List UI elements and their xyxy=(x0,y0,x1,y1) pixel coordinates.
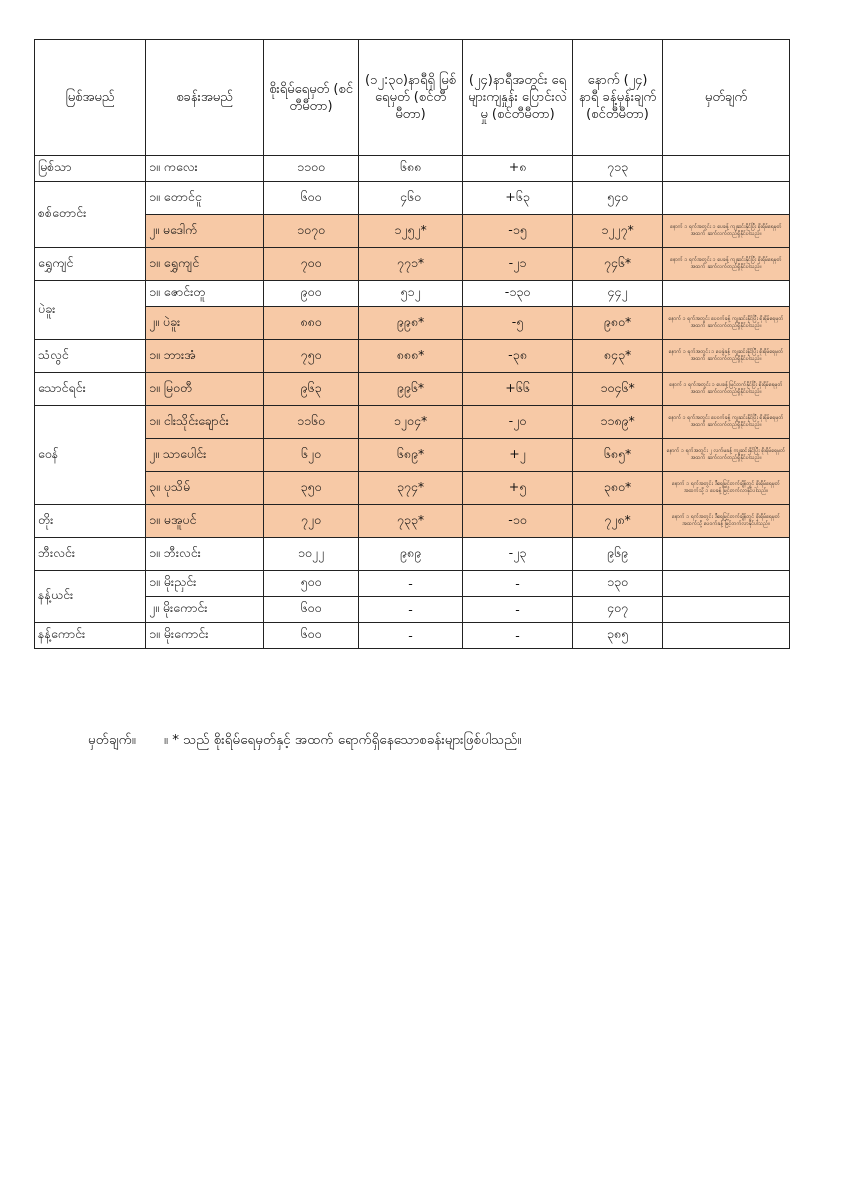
forecast-level: ၃၈၅ xyxy=(573,623,663,649)
station-name: ၂။ မဒေါက် xyxy=(146,215,264,248)
table-row xyxy=(35,439,790,472)
table-row xyxy=(35,248,790,281)
current-level: ၈၈၈* xyxy=(359,340,463,373)
table-row xyxy=(35,571,790,597)
danger-level: ၁၀၂၂ xyxy=(264,538,359,571)
current-level: - xyxy=(359,571,463,597)
station-name: ၁။ ကလေး xyxy=(146,156,264,182)
water-level-table xyxy=(34,39,790,649)
station-name: ၁။ ရွှေကျင် xyxy=(146,248,264,281)
current-level: - xyxy=(359,623,463,649)
remark: နောက် ၁ ရက်အတွင်း ၁ ပေခန့် ကျဆင်းနိုင်ပြီး စိုးရိမ်ရေမှတ်အထက် ဆက်လက်တည်ရှိနိုင်ပါသည်။ xyxy=(663,248,790,281)
forecast-level: ၁၀၄၆* xyxy=(573,373,663,406)
header-current-level: (၁၂:၃၀)နာရီရှိ မြစ်ရေမှတ် (စင်တီမီတာ) xyxy=(359,40,463,156)
danger-level: ၆၀၀ xyxy=(264,182,359,215)
current-level: ၄၆၀ xyxy=(359,182,463,215)
current-level: ၃၇၄* xyxy=(359,472,463,505)
remark: နောက် ၁ ရက်အတွင်း ၁ ပေခွဲခန့် ကျဆင်းနိုင်ပြီး စိုးရိမ်ရေမှတ်အထက် ဆက်လက်တည်ရှိနိုင်ပါသည်။ xyxy=(663,340,790,373)
forecast-level: ၁၃၀ xyxy=(573,571,663,597)
table-row xyxy=(35,623,790,649)
danger-level: ၅၀၀ xyxy=(264,571,359,597)
level-change: +၅ xyxy=(463,472,573,505)
remark: နောက် ၁ ရက်အတွင်း ၂ လက်မခန့် ကျဆင်းနိုင်ပြီး စိုးရိမ်ရေမှတ်အထက် ဆက်လက်တည်ရှိနိုင်ပါသည်။ xyxy=(663,439,790,472)
table-row xyxy=(35,597,790,623)
level-change: -၂၃ xyxy=(463,538,573,571)
level-change: -၅ xyxy=(463,307,573,340)
forecast-level: ၄၄၂ xyxy=(573,281,663,307)
river-name: သံလွင် xyxy=(35,340,146,373)
danger-level: ၁၁၀၀ xyxy=(264,156,359,182)
current-level: ၆၈၉* xyxy=(359,439,463,472)
station-name: ၁။ မအူပင် xyxy=(146,505,264,538)
danger-level: ၉၆၃ xyxy=(264,373,359,406)
forecast-level: ၆၈၅* xyxy=(573,439,663,472)
level-change: -၃၈ xyxy=(463,340,573,373)
river-name: မြစ်သာ xyxy=(35,156,146,182)
station-name: ၁။ ဘီးလင်း xyxy=(146,538,264,571)
station-name: ၂။ သာပေါင်း xyxy=(146,439,264,472)
remark xyxy=(663,281,790,307)
danger-level: ၇၅၀ xyxy=(264,340,359,373)
forecast-level: ၇၁၃ xyxy=(573,156,663,182)
river-name: တိုး xyxy=(35,505,146,538)
forecast-level: ၁၁၈၉* xyxy=(573,406,663,439)
current-level: ၇၃၃* xyxy=(359,505,463,538)
station-name: ၁။ မိုးညှင်း xyxy=(146,571,264,597)
danger-level: ၈၈၀ xyxy=(264,307,359,340)
river-name: ဝေန် xyxy=(35,406,146,505)
station-name: ၁။ မြဝတီ xyxy=(146,373,264,406)
current-level: ၇၇၁* xyxy=(359,248,463,281)
header-station: စခန်းအမည် xyxy=(146,40,264,156)
remark xyxy=(663,156,790,182)
river-name: ရွှေကျင် xyxy=(35,248,146,281)
header-forecast: နောက် (၂၄) နာရီ ခန့်မှန်းချက် (စင်တီမီတာ) xyxy=(573,40,663,156)
river-name: ဘီးလင်း xyxy=(35,538,146,571)
table-row xyxy=(35,215,790,248)
level-change: +၆၃ xyxy=(463,182,573,215)
forecast-level: ၉၈၀* xyxy=(573,307,663,340)
table-header-row xyxy=(35,40,790,156)
danger-level: ၇၂၀ xyxy=(264,505,359,538)
table-body xyxy=(35,156,790,649)
footnote-label: မှတ်ချက်။ xyxy=(88,732,136,748)
current-level: ၉၉၈* xyxy=(359,307,463,340)
table-row xyxy=(35,307,790,340)
forecast-level: ၇၄၆* xyxy=(573,248,663,281)
level-change: - xyxy=(463,623,573,649)
current-level: ၆၈၈ xyxy=(359,156,463,182)
level-change: -၁၃၀ xyxy=(463,281,573,307)
level-change: +၆၆ xyxy=(463,373,573,406)
danger-level: ၆၀၀ xyxy=(264,623,359,649)
forecast-level: ၁၂၂၇* xyxy=(573,215,663,248)
remark xyxy=(663,182,790,215)
danger-level: ၆၀၀ xyxy=(264,597,359,623)
footnote xyxy=(88,731,521,751)
station-name: ၁။ ဇောင်းတူ xyxy=(146,281,264,307)
level-change: +၈ xyxy=(463,156,573,182)
current-level: ၉၈၉ xyxy=(359,538,463,571)
river-name: နန့်ယင်း xyxy=(35,571,146,623)
remark: နောက် ၁ ရက်အတွင်း ပေဝက်ခန့် ကျဆင်းနိုင်ပြီး စိုးရိမ်ရေမှတ်အထက် ဆက်လက်တည်ရှိနိုင်ပါသည်။ xyxy=(663,307,790,340)
remark: နောက် ၁ ရက်အတွင်း ၁ ပေခန့် ကျဆင်းနိုင်ပြီး စိုးရိမ်ရေမှတ်အထက် ဆက်လက်တည်ရှိနိုင်ပါသည်။ xyxy=(663,215,790,248)
station-name: ၁။ မိုးကောင်း xyxy=(146,623,264,649)
footnote-text: ။ * သည် စိုးရိမ်ရေမှတ်နှင့် အထက် ရောက်ရှိနေသောစခန်းများဖြစ်ပါသည်။ xyxy=(163,732,522,748)
header-river: မြစ်အမည် xyxy=(35,40,146,156)
danger-level: ၇၀၀ xyxy=(264,248,359,281)
station-name: ၃။ ပုသိမ် xyxy=(146,472,264,505)
station-name: ၁။ ဘားအံ xyxy=(146,340,264,373)
remark: နောက် ၁ ရက်အတွင်း ၁ ပေခန့် မြင့်တက်နိုင်ပြီး စိုးရိမ်ရေမှတ်အထက် ဆက်လက်တည်ရှိနိုင်ပါသည်။ xyxy=(663,373,790,406)
current-level: ၁၂၀၄* xyxy=(359,406,463,439)
current-level: ၁၂၅၂* xyxy=(359,215,463,248)
current-level: ၉၉၆* xyxy=(359,373,463,406)
forecast-level: ၅၄၀ xyxy=(573,182,663,215)
station-name: ၁။ ငါးသိုင်းချောင်း xyxy=(146,406,264,439)
level-change: -၂၀ xyxy=(463,406,573,439)
danger-level: ၆၂၀ xyxy=(264,439,359,472)
river-name: နန့်ကောင်း xyxy=(35,623,146,649)
remark: နောက် ၁ ရက်အတွင်း ဒီရေမြင့်တက်ချိန်တွင် စိုးရိမ်ရေမှတ်အထက်သို့ ပေဝက်ခန့် မြင့်တက်လာနိုင်ပါသည်။ xyxy=(663,505,790,538)
header-danger-level: စိုးရိမ်ရေမှတ် (စင်တီမီတာ) xyxy=(264,40,359,156)
remark: နောက် ၁ ရက်အတွင်း ဒီရေမြင့်တက်ချိန်တွင် စိုးရိမ်ရေမှတ်အထက်သို့ ၁ ပေခန့် မြင့်တက်လာနိုင်ပါသည်။ xyxy=(663,472,790,505)
river-name: ပဲခူး xyxy=(35,281,146,340)
level-change: -၂၁ xyxy=(463,248,573,281)
forecast-level: ၉၆၉ xyxy=(573,538,663,571)
current-level: - xyxy=(359,597,463,623)
station-name: ၁။ တောင်ငူ xyxy=(146,182,264,215)
danger-level: ၉၀၀ xyxy=(264,281,359,307)
river-name: စစ်တောင်း xyxy=(35,182,146,248)
table-row xyxy=(35,373,790,406)
level-change: - xyxy=(463,571,573,597)
current-level: ၅၁၂ xyxy=(359,281,463,307)
remark xyxy=(663,623,790,649)
header-remark: မှတ်ချက် xyxy=(663,40,790,156)
table-row xyxy=(35,156,790,182)
danger-level: ၁၀၇၀ xyxy=(264,215,359,248)
forecast-level: ၈၄၃* xyxy=(573,340,663,373)
danger-level: ၁၁၆၀ xyxy=(264,406,359,439)
table-row xyxy=(35,538,790,571)
forecast-level: ၃၈၀* xyxy=(573,472,663,505)
table-row xyxy=(35,505,790,538)
forecast-level: ၄၀၇ xyxy=(573,597,663,623)
danger-level: ၃၅၀ xyxy=(264,472,359,505)
station-name: ၂။ ပဲခူး xyxy=(146,307,264,340)
table-row xyxy=(35,406,790,439)
table-row xyxy=(35,281,790,307)
level-change: - xyxy=(463,597,573,623)
level-change: -၁၀ xyxy=(463,505,573,538)
level-change: -၁၅ xyxy=(463,215,573,248)
remark xyxy=(663,597,790,623)
table-row xyxy=(35,472,790,505)
station-name: ၂။ မိုးကောင်း xyxy=(146,597,264,623)
forecast-level: ၇၂၈* xyxy=(573,505,663,538)
table-row xyxy=(35,182,790,215)
table-row xyxy=(35,340,790,373)
remark xyxy=(663,571,790,597)
remark: နောက် ၁ ရက်အတွင်း ပေဝက်ခန့် ကျဆင်းနိုင်ပြီး စိုးရိမ်ရေမှတ်အထက် ဆက်လက်တည်ရှိနိုင်ပါသည်။ xyxy=(663,406,790,439)
river-name: သောင်ရင်း xyxy=(35,373,146,406)
header-change: (၂၄)နာရီအတွင်း ရေများကျနှုန်း ပြောင်းလဲမှု (စင်တီမီတာ) xyxy=(463,40,573,156)
remark xyxy=(663,538,790,571)
level-change: +၂ xyxy=(463,439,573,472)
